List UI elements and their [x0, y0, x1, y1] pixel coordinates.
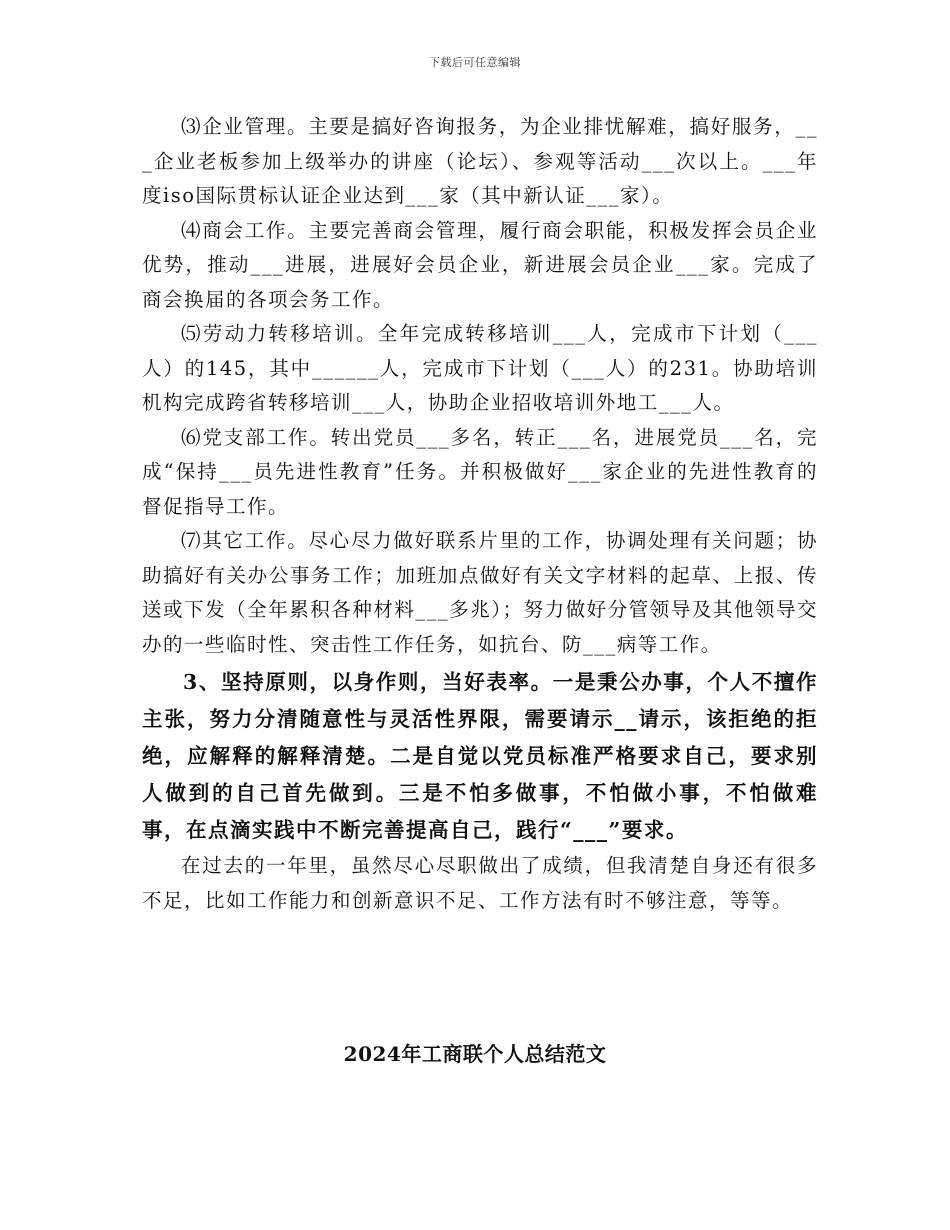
document-title: 2024年工商联个人总结范文: [343, 1042, 607, 1066]
paragraph-enterprise-management: ⑶企业管理。主要是搞好咨询报务，为企业排忧解难，搞好服务，___企业老板参加上级举办的讲座（论坛）、参观等活动___次以上。___年度iso国际贯标认证企业达到___家（其中新认证___家）。: [142, 115, 818, 207]
paragraph-conclusion: 在过去的一年里，虽然尽心尽职做出了成绩，但我清楚自身还有很多不足，比如工作能力和创新意识不足、工作方法有时不够注意，等等。: [142, 854, 818, 912]
paragraph-principles: 3、坚持原则，以身作则，当好表率。一是秉公办事，个人不擅作主张，努力分清随意性与灵活性界限，需要请示__请示，该拒绝的拒绝，应解释的解释清楚。二是自觉以党员标准严格要求自己，要求别人做到的自己首先做到。三是不怕多做事，不怕做小事，不怕做难事，在点滴实践中不断完善提高自己，践行“___”要求。: [142, 670, 818, 842]
paragraph-other-work: ⑺其它工作。尽心尽力做好联系片里的工作，协调处理有关问题；协助搞好有关办公事务工作；加班加点做好有关文字材料的起草、上报、传送或下发（全年累积各种材料___多兆）；努力做好分管领导及其他领导交办的一些临时性、突击性工作任务，如抗台、防___病等工作。: [142, 529, 818, 656]
page-header-note: 下载后可任意编辑: [429, 56, 521, 69]
paragraph-labor-training: ⑸劳动力转移培训。全年完成转移培训___人，完成市下计划（___人）的145，其中______人，完成市下计划（___人）的231。协助培训机构完成跨省转移培训___人，协助企业招收培训外地工___人。: [142, 322, 818, 414]
paragraph-party-branch: ⑹党支部工作。转出党员___多名，转正___名，进展党员___名，完成“保持___员先进性教育”任务。并积极做好___家企业的先进性教育的督促指导工作。: [142, 425, 818, 518]
paragraph-chamber-work: ⑷商会工作。主要完善商会管理，履行商会职能，积极发挥会员企业优势，推动___进展，进展好会员企业，新进展会员企业___家。完成了商会换届的各项会务工作。: [142, 218, 818, 311]
document-body: [142, 110, 818, 918]
